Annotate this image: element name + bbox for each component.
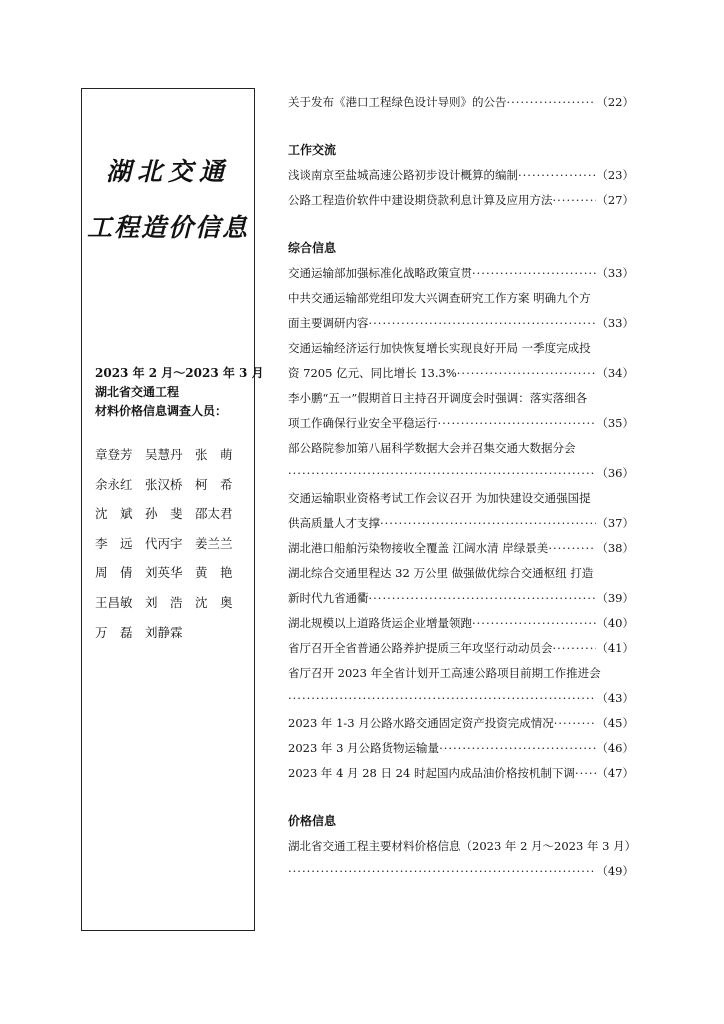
staff-name: 张 萌	[195, 447, 233, 462]
toc-entry-title: 湖北综合交通里程达 32 万公里 做强做优综合交通枢纽 打造	[288, 566, 594, 580]
toc-entry-title: 李小鹏“五一”假期首日主持召开调度会时强调：落实落细各	[288, 391, 588, 405]
toc-entry-page: （45）	[596, 716, 634, 730]
staff-name: 邵太君	[195, 506, 233, 522]
section-heading-general-info: 综合信息	[288, 241, 337, 255]
toc-entry-title-cont: 资 7205 亿元、同比增长 13.3%	[288, 366, 457, 380]
staff-name: 柯 希	[195, 476, 233, 492]
period-block	[95, 364, 264, 421]
toc-entry[interactable]	[288, 561, 634, 611]
toc-entry-page: （41）	[596, 641, 634, 655]
toc-leader-dots	[369, 311, 597, 336]
toc-leader-dots	[288, 461, 596, 486]
staff-name: 李 远	[95, 535, 133, 551]
toc-entry-title: 中共交通运输部党组印发大兴调查研究工作方案 明确九个方	[288, 291, 591, 305]
toc-entry[interactable]	[288, 286, 634, 336]
toc-leader-dots	[438, 411, 597, 436]
toc-entry-page: （47）	[596, 766, 634, 780]
section-heading-price-info: 价格信息	[288, 814, 337, 828]
toc-entry-title: 2023 年 4 月 28 日 24 时起国内成品油价格按机制下调	[288, 766, 575, 780]
toc-entry[interactable]	[288, 436, 634, 486]
toc-entry-page: （23）	[596, 168, 634, 182]
toc-entry-title-cont: 项工作确保行业安全平稳运行	[288, 416, 438, 430]
toc-entry[interactable]	[288, 636, 634, 661]
table-of-contents	[288, 90, 637, 884]
toc-entry-page: （33）	[596, 316, 634, 330]
toc-entry[interactable]	[288, 90, 634, 115]
toc-entry-title-cont: 面主要调研内容	[288, 316, 369, 330]
toc-entry-title: 省厅召开全省普通公路养护提质三年攻坚行动动员会	[288, 641, 553, 655]
staff-row	[95, 504, 247, 534]
toc-entry[interactable]	[288, 661, 634, 711]
toc-entry-title-cont: 供高质量人才支撑	[288, 516, 380, 530]
staff-row	[95, 563, 247, 593]
staff-row	[95, 534, 247, 564]
toc-leader-dots	[575, 761, 596, 786]
staff-name: 沈 奥	[195, 594, 233, 610]
toc-entry-title: 2023 年 3 月公路货物运输量	[288, 741, 440, 755]
toc-leader-dots	[439, 736, 596, 761]
staff-name: 刘 浩	[145, 594, 183, 610]
staff-list	[95, 445, 247, 652]
toc-leader-dots	[457, 361, 597, 386]
toc-entry-title: 2023 年 1-3 月公路水路交通固定资产投资完成情况	[288, 716, 554, 730]
staff-row	[95, 475, 247, 505]
staff-name: 余永红	[95, 476, 133, 492]
toc-entry-title: 浅谈南京至盐城高速公路初步设计概算的编制	[288, 168, 518, 182]
toc-leader-dots	[472, 261, 596, 286]
toc-entry[interactable]	[288, 611, 634, 636]
staff-name: 刘英华	[145, 565, 183, 581]
staff-name: 吴慧丹	[145, 447, 183, 462]
sidebar-panel	[81, 88, 264, 931]
period-text: 2023 年 2 月～2023 年 3 月	[95, 366, 264, 380]
toc-entry[interactable]	[288, 736, 634, 761]
section-heading-work-exchange: 工作交流	[288, 143, 337, 157]
toc-entry[interactable]	[288, 386, 634, 436]
toc-entry-page: （43）	[596, 691, 634, 705]
toc-entry-title: 交通运输经济运行加快恢复增长实现良好开局 一季度完成投	[288, 341, 591, 355]
toc-entry[interactable]	[288, 486, 634, 536]
toc-entry-page: （39）	[596, 591, 634, 605]
staff-name: 代丙宇	[145, 535, 183, 551]
toc-entry-page: （38）	[596, 541, 634, 555]
toc-entry[interactable]	[288, 711, 634, 736]
publication-title-line1: 湖北交通	[105, 157, 230, 186]
toc-entry-title: 公路工程造价软件中建设期贷款利息计算及应用方法	[288, 193, 553, 207]
staff-name: 章登芳	[95, 447, 133, 462]
toc-leader-dots	[380, 511, 596, 536]
staff-row	[95, 593, 247, 623]
toc-entry-page: （33）	[596, 266, 634, 280]
staff-name: 张汉桥	[145, 476, 183, 492]
staff-name: 孙 斐	[145, 506, 183, 522]
toc-entry[interactable]	[288, 163, 634, 188]
toc-leader-dots	[548, 536, 596, 561]
toc-leader-dots	[472, 611, 596, 636]
toc-entry[interactable]	[288, 536, 634, 561]
toc-leader-dots	[288, 686, 596, 711]
toc-entry-page: （46）	[596, 741, 634, 755]
toc-entry-title: 交通运输部加强标准化战略政策宣贯	[288, 266, 472, 280]
toc-entry-title: 湖北规模以上道路货运企业增量领跑	[288, 616, 472, 630]
staff-name: 黄 艳	[195, 565, 233, 581]
toc-entry[interactable]	[288, 261, 634, 286]
staff-label: 材料价格信息调查人员：	[95, 404, 228, 418]
toc-entry-title: 交通运输职业资格考试工作会议召开 为加快建设交通强国提	[288, 491, 591, 505]
toc-entry-title: 湖北省交通工程主要材料价格信息（2023 年 2 月～2023 年 3 月）	[288, 839, 637, 853]
toc-entry-page: （36）	[596, 466, 634, 480]
staff-name: 万 磊	[95, 624, 133, 640]
staff-name: 沈 斌	[95, 506, 133, 522]
toc-entry-page: （40）	[596, 616, 634, 630]
staff-name: 王昌敏	[95, 594, 133, 610]
toc-entry-page: （22）	[596, 95, 634, 109]
toc-leader-dots	[518, 163, 596, 188]
toc-entry-page: （49）	[596, 864, 634, 878]
toc-entry-title: 部公路院参加第八届科学数据大会并召集交通大数据分会	[288, 441, 576, 455]
toc-entry-page: （37）	[596, 516, 634, 530]
toc-entry-title-cont: 新时代九省通衢	[288, 591, 369, 605]
toc-entry-title: 关于发布《港口工程绿色设计导则》的公告	[288, 95, 507, 109]
toc-entry-title: 湖北港口船舶污染物接收全覆盖 江阔水清 岸绿景美	[288, 541, 549, 555]
toc-entry[interactable]	[288, 188, 634, 213]
toc-leader-dots	[554, 711, 597, 736]
staff-row	[95, 623, 247, 653]
org-text: 湖北省交通工程	[95, 385, 180, 399]
toc-entry-title: 省厅召开 2023 年全省计划开工高速公路项目前期工作推进会	[288, 666, 601, 680]
toc-leader-dots	[553, 188, 597, 213]
toc-entry[interactable]	[288, 834, 637, 884]
staff-name: 刘静霖	[145, 624, 183, 640]
toc-leader-dots	[553, 636, 597, 661]
toc-entry-page: （35）	[596, 416, 634, 430]
toc-entry[interactable]	[288, 761, 634, 786]
toc-leader-dots	[288, 859, 596, 884]
toc-leader-dots	[507, 90, 597, 115]
toc-entry-page: （34）	[596, 366, 634, 380]
staff-name: 姜兰兰	[195, 535, 233, 551]
staff-name: 周 倩	[95, 565, 133, 581]
publication-title-line2: 工程造价信息	[86, 213, 249, 242]
toc-leader-dots	[369, 586, 597, 611]
toc-entry[interactable]	[288, 336, 634, 386]
toc-entry-page: （27）	[596, 193, 634, 207]
staff-row	[95, 445, 247, 475]
